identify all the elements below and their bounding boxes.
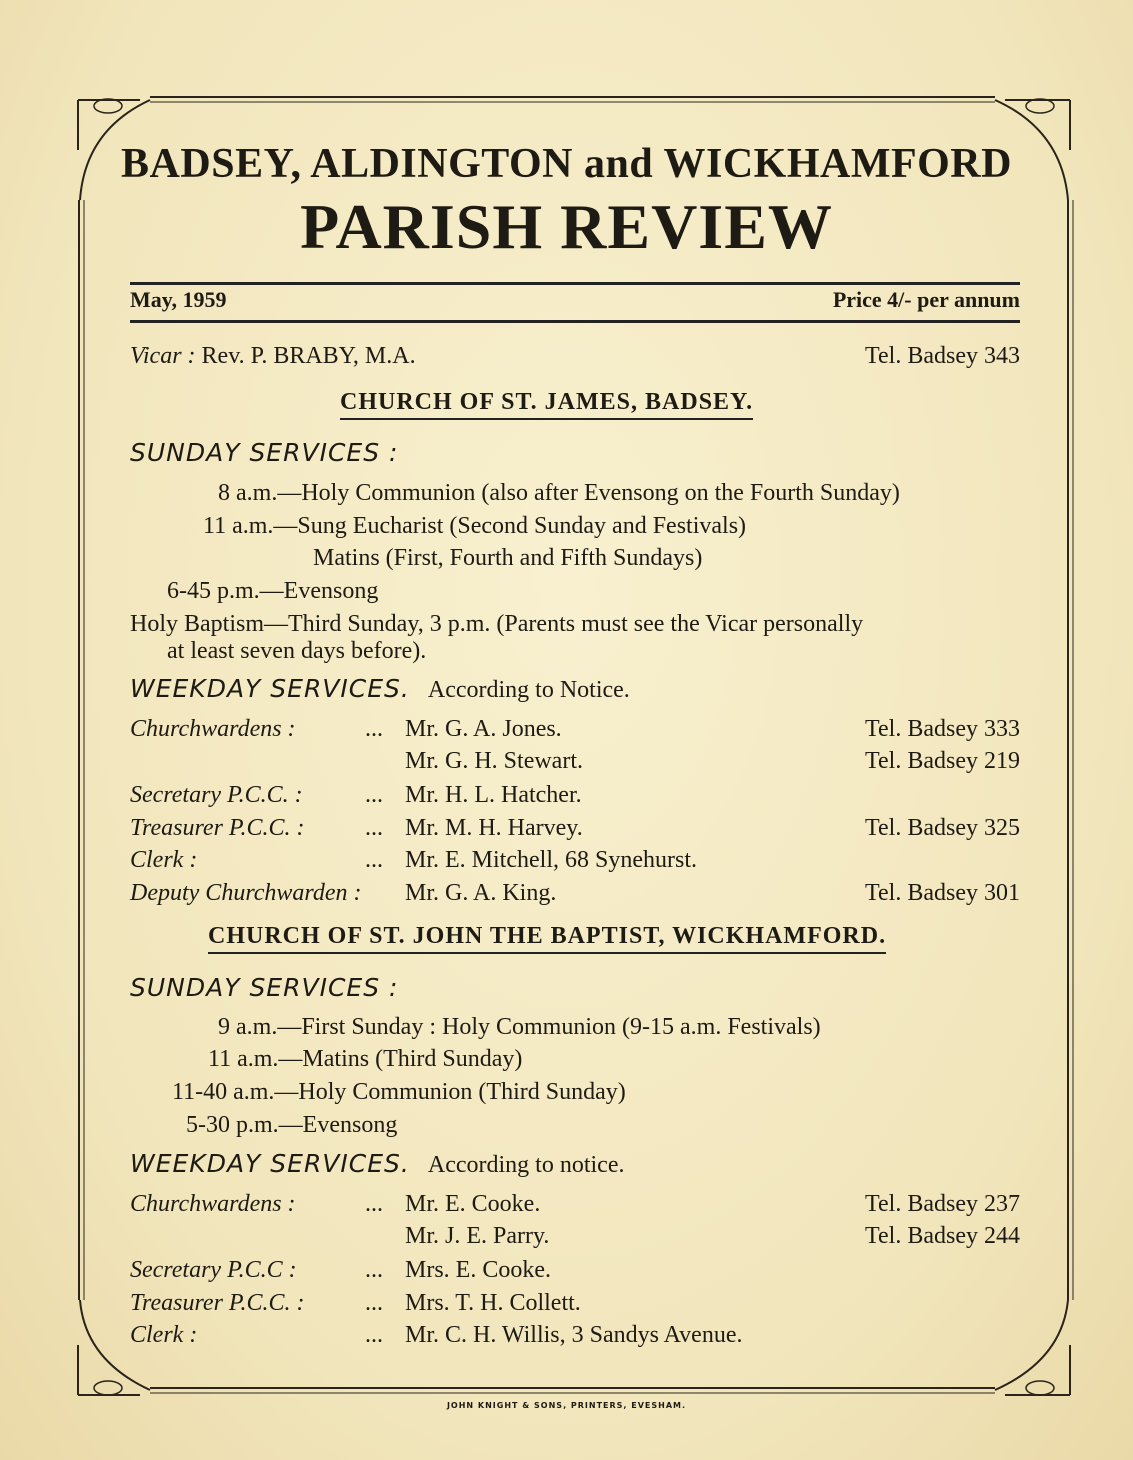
vicar-name: Rev. P. BRABY, M.A. [201,343,416,369]
officer-dots: ... [365,1257,383,1283]
wickhamford-weekday-text: According to notice. [427,1152,625,1178]
vicar-label: Vicar : [130,343,196,369]
badsey-service-2: 11 a.m.—Sung Eucharist (Second Sunday and Festivals) [203,513,747,539]
officer-name: Mr. E. Cooke. [405,1191,541,1217]
officer-name: Mrs. E. Cooke. [405,1257,551,1283]
officer-role: Deputy Churchwarden : [130,880,362,906]
officer-name: Mr. G. H. Stewart. [405,748,583,774]
officer-role: Clerk : [130,847,198,873]
officer-name: Mr. E. Mitchell, 68 Synehurst. [405,847,697,873]
officer-name: Mr. G. A. Jones. [405,716,562,742]
officer-name: Mr. C. H. Willis, 3 Sandys Avenue. [405,1322,743,1348]
officer-name: Mr. M. H. Harvey. [405,815,583,841]
badsey-weekday-heading: WEEKDAY SERVICES. [130,674,410,703]
officer-role: Secretary P.C.C : [130,1257,297,1283]
wickhamford-service-1: 9 a.m.—First Sunday : Holy Communion (9-15 a.m. Festivals) [218,1014,821,1040]
officer-dots: ... [365,782,383,808]
wickhamford-service-2: 11 a.m.—Matins (Third Sunday) [208,1046,523,1072]
wickhamford-weekday-heading: WEEKDAY SERVICES. [130,1149,410,1178]
issue-price: Price 4/- per annum [832,287,1020,312]
wickhamford-weekday-line [130,1149,624,1179]
officer-name: Mr. J. E. Parry. [405,1223,550,1249]
officer-role: Churchwardens : [130,716,296,742]
bottom-rule [130,320,1020,323]
badsey-weekday-line [130,674,630,704]
badsey-baptism-line2: at least seven days before). [167,638,427,664]
badsey-service-1: 8 a.m.—Holy Communion (also after Evensong on the Fourth Sunday) [218,480,900,506]
masthead-title: PARISH REVIEW [300,191,833,262]
officer-role: Clerk : [130,1322,198,1348]
officer-dots: ... [365,847,383,873]
badsey-sunday-heading: SUNDAY SERVICES : [130,438,399,467]
officer-dots: ... [365,716,383,742]
officer-tel: Tel. Badsey 333 [865,716,1020,742]
top-rule [130,282,1020,285]
officer-role: Treasurer P.C.C. : [130,1290,305,1316]
officer-dots: ... [365,1191,383,1217]
officer-name: Mr. H. L. Hatcher. [405,782,582,808]
officer-tel: Tel. Badsey 325 [865,815,1020,841]
officer-tel: Tel. Badsey 237 [865,1191,1020,1217]
issue-date: May, 1959 [130,287,227,312]
officer-tel: Tel. Badsey 244 [865,1223,1020,1249]
officer-tel: Tel. Badsey 219 [865,748,1020,774]
wickhamford-church-title: CHURCH OF ST. JOHN THE BAPTIST, WICKHAMFORD. [208,923,886,954]
wickhamford-service-3: 11-40 a.m.—Holy Communion (Third Sunday) [172,1079,626,1105]
officer-role: Churchwardens : [130,1191,296,1217]
badsey-weekday-text: According to Notice. [427,677,630,703]
officer-name: Mrs. T. H. Collett. [405,1290,581,1316]
vicar-tel: Tel. Badsey 343 [865,343,1020,369]
wickhamford-service-4: 5-30 p.m.—Evensong [186,1112,398,1138]
badsey-service-4: 6-45 p.m.—Evensong [167,578,379,604]
badsey-service-3: Matins (First, Fourth and Fifth Sundays) [313,545,703,571]
badsey-baptism-line1: Holy Baptism—Third Sunday, 3 p.m. (Parents must see the Vicar personally [130,611,864,637]
printer-credit: JOHN KNIGHT & SONS, PRINTERS, EVESHAM. [446,1401,687,1410]
wickhamford-sunday-heading: SUNDAY SERVICES : [130,973,399,1002]
vicar-line [130,343,416,370]
badsey-church-title: CHURCH OF ST. JAMES, BADSEY. [340,389,753,420]
masthead-line1: BADSEY, ALDINGTON and WICKHAMFORD [121,141,1012,187]
officer-dots: ... [365,1322,383,1348]
officer-dots: ... [365,815,383,841]
officer-dots: ... [365,1290,383,1316]
officer-role: Secretary P.C.C. : [130,782,303,808]
officer-role: Treasurer P.C.C. : [130,815,305,841]
officer-name: Mr. G. A. King. [405,880,557,906]
officer-tel: Tel. Badsey 301 [865,880,1020,906]
